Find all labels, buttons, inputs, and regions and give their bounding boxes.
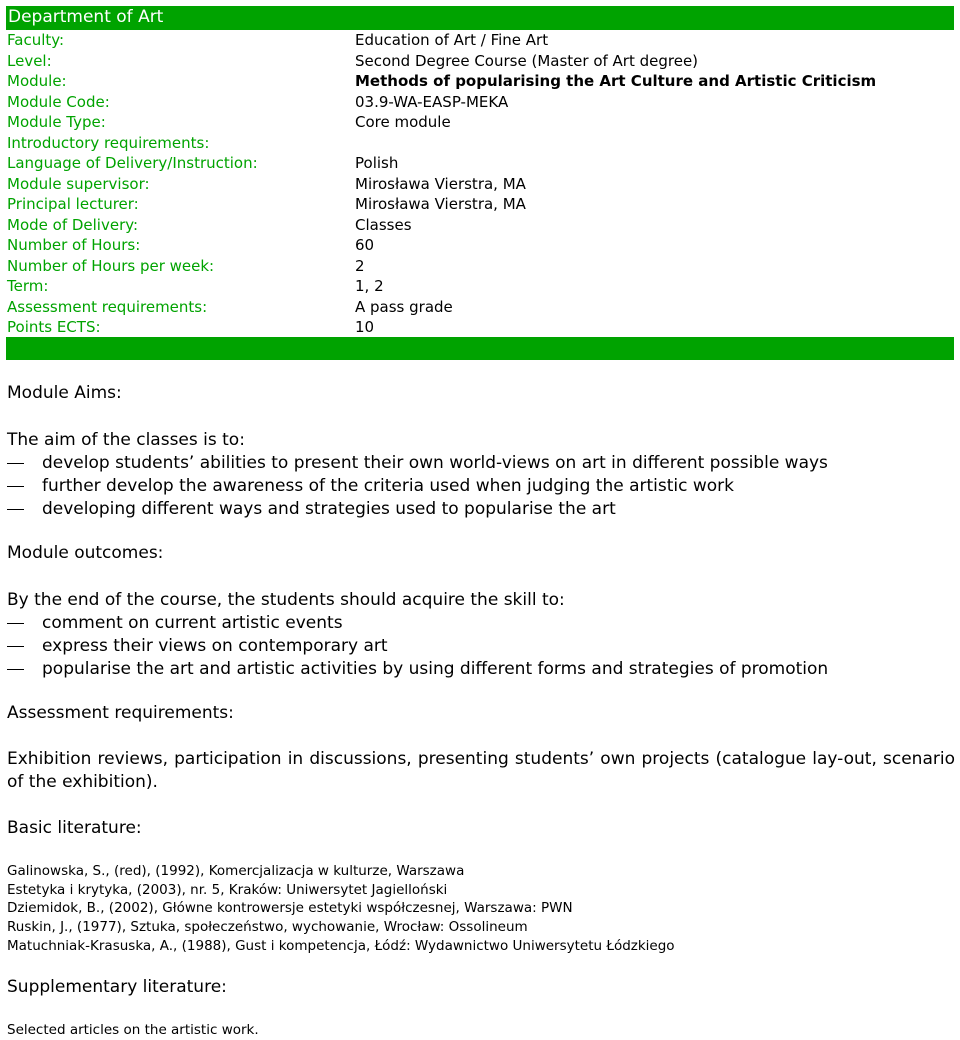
list-item: [7, 452, 955, 475]
info-label: Number of Hours:: [7, 236, 141, 254]
list-item-text: comment on current artistic events: [42, 613, 343, 633]
outcomes-list: [7, 612, 955, 681]
info-row-hours: [7, 235, 953, 256]
info-label: Level:: [7, 51, 52, 70]
info-row-mode: [7, 215, 953, 236]
info-label: Number of Hours per week:: [7, 256, 215, 275]
literature-item: Dziemidok, B., (2002), Główne kontrowersje estetyki współczesnej, Warszawa: PWN: [7, 900, 573, 917]
info-label: Term:: [7, 277, 49, 295]
info-label: Module:: [7, 72, 67, 90]
info-value: Second Degree Course (Master of Art degree): [355, 51, 699, 70]
info-label: Principal lecturer:: [7, 195, 139, 213]
info-value: 1, 2: [355, 277, 384, 295]
list-item-text: developing different ways and strategies used to popularise the art: [42, 499, 616, 519]
basic-literature-list: [7, 862, 955, 956]
info-label: Mode of Delivery:: [7, 215, 139, 234]
info-value: Core module: [355, 113, 451, 131]
info-label: Faculty:: [7, 31, 65, 49]
module-aims: [7, 429, 955, 521]
dash-icon: [7, 463, 24, 464]
literature-item: Matuchniak-Krasuska, A., (1988), Gust i kompetencja, Łódź: Wydawnictwo Uniwersytetu Łódzkiego: [7, 937, 675, 954]
info-value: A pass grade: [355, 297, 453, 316]
literature-item: Estetyka i krytyka, (2003), nr. 5, Kraków: Uniwersytet Jagielloński: [7, 881, 448, 898]
info-label: Language of Delivery/Instruction:: [7, 154, 258, 172]
assessment-text: Exhibition reviews, participation in discussions, presenting students’ own projects (catalogue lay-out, scenario of the exhibition).: [7, 749, 955, 792]
assessment-heading: Assessment requirements:: [7, 703, 234, 723]
list-item-text: express their views on contemporary art: [42, 636, 388, 656]
info-value: 2: [355, 256, 365, 275]
info-value: Classes: [355, 215, 412, 234]
list-item: [7, 612, 955, 635]
dash-icon: [7, 623, 24, 624]
list-item-text: develop students’ abilities to present their own world-views on art in different possible ways: [42, 453, 828, 473]
info-value: Polish: [355, 154, 399, 172]
dash-icon: [7, 509, 24, 510]
supplementary-literature-text: Selected articles on the artistic work.: [7, 1022, 259, 1038]
info-row-module-type: [7, 112, 953, 133]
info-value: Methods of popularising the Art Culture and Artistic Criticism: [355, 72, 877, 90]
list-item: [7, 475, 955, 498]
info-value: 10: [355, 318, 375, 336]
info-row-module-code: [7, 92, 953, 113]
info-value: 03.9-WA-EASP-MEKA: [355, 92, 509, 111]
list-item: [7, 658, 955, 681]
info-label: Points ECTS:: [7, 318, 101, 336]
info-value: Education of Art / Fine Art: [355, 31, 549, 49]
info-row-hours-week: [7, 256, 953, 277]
info-row-supervisor: [7, 174, 953, 195]
module-info-table: [7, 30, 953, 338]
info-value: Mirosława Vierstra, MA: [355, 195, 526, 213]
department-title: Department of Art: [8, 7, 164, 27]
list-item-text: further develop the awareness of the criteria used when judging the artistic work: [42, 476, 735, 496]
module-outcomes: [7, 589, 955, 681]
info-label: Module Type:: [7, 113, 106, 131]
basic-literature-heading: Basic literature:: [7, 818, 142, 838]
info-value: 60: [355, 236, 375, 254]
info-row-module: [7, 71, 953, 92]
info-row-faculty: [7, 30, 953, 51]
info-label: Module Code:: [7, 92, 110, 111]
info-label: Introductory requirements:: [7, 133, 210, 152]
supplementary-literature-heading: Supplementary literature:: [7, 977, 227, 997]
aims-list: [7, 452, 955, 521]
literature-item: Ruskin, J., (1977), Sztuka, społeczeństwo, wychowanie, Wrocław: Ossolineum: [7, 919, 528, 936]
list-item: [7, 635, 955, 658]
list-item-text: popularise the art and artistic activities by using different forms and strategies of promotion: [42, 659, 829, 679]
dash-icon: [7, 486, 24, 487]
aims-intro: The aim of the classes is to:: [7, 430, 245, 450]
dash-icon: [7, 646, 24, 647]
info-row-ects: [7, 317, 953, 338]
module-outcomes-heading: Module outcomes:: [7, 543, 164, 563]
info-row-language: [7, 153, 953, 174]
info-row-lecturer: [7, 194, 953, 215]
module-aims-heading: Module Aims:: [7, 383, 122, 403]
info-row-term: [7, 276, 953, 297]
literature-item: Galinowska, S., (red), (1992), Komercjalizacja w kulturze, Warszawa: [7, 863, 465, 879]
info-label: Module supervisor:: [7, 174, 150, 193]
dash-icon: [7, 669, 24, 670]
header-bar: [6, 6, 954, 30]
outcomes-intro: By the end of the course, the students should acquire the skill to:: [7, 590, 565, 610]
divider-bar: [6, 337, 954, 360]
info-row-level: [7, 51, 953, 72]
info-row-introductory: [7, 133, 953, 154]
info-row-assessment: [7, 297, 953, 318]
info-value: Mirosława Vierstra, MA: [355, 174, 526, 193]
list-item: [7, 498, 955, 521]
info-label: Assessment requirements:: [7, 297, 208, 316]
